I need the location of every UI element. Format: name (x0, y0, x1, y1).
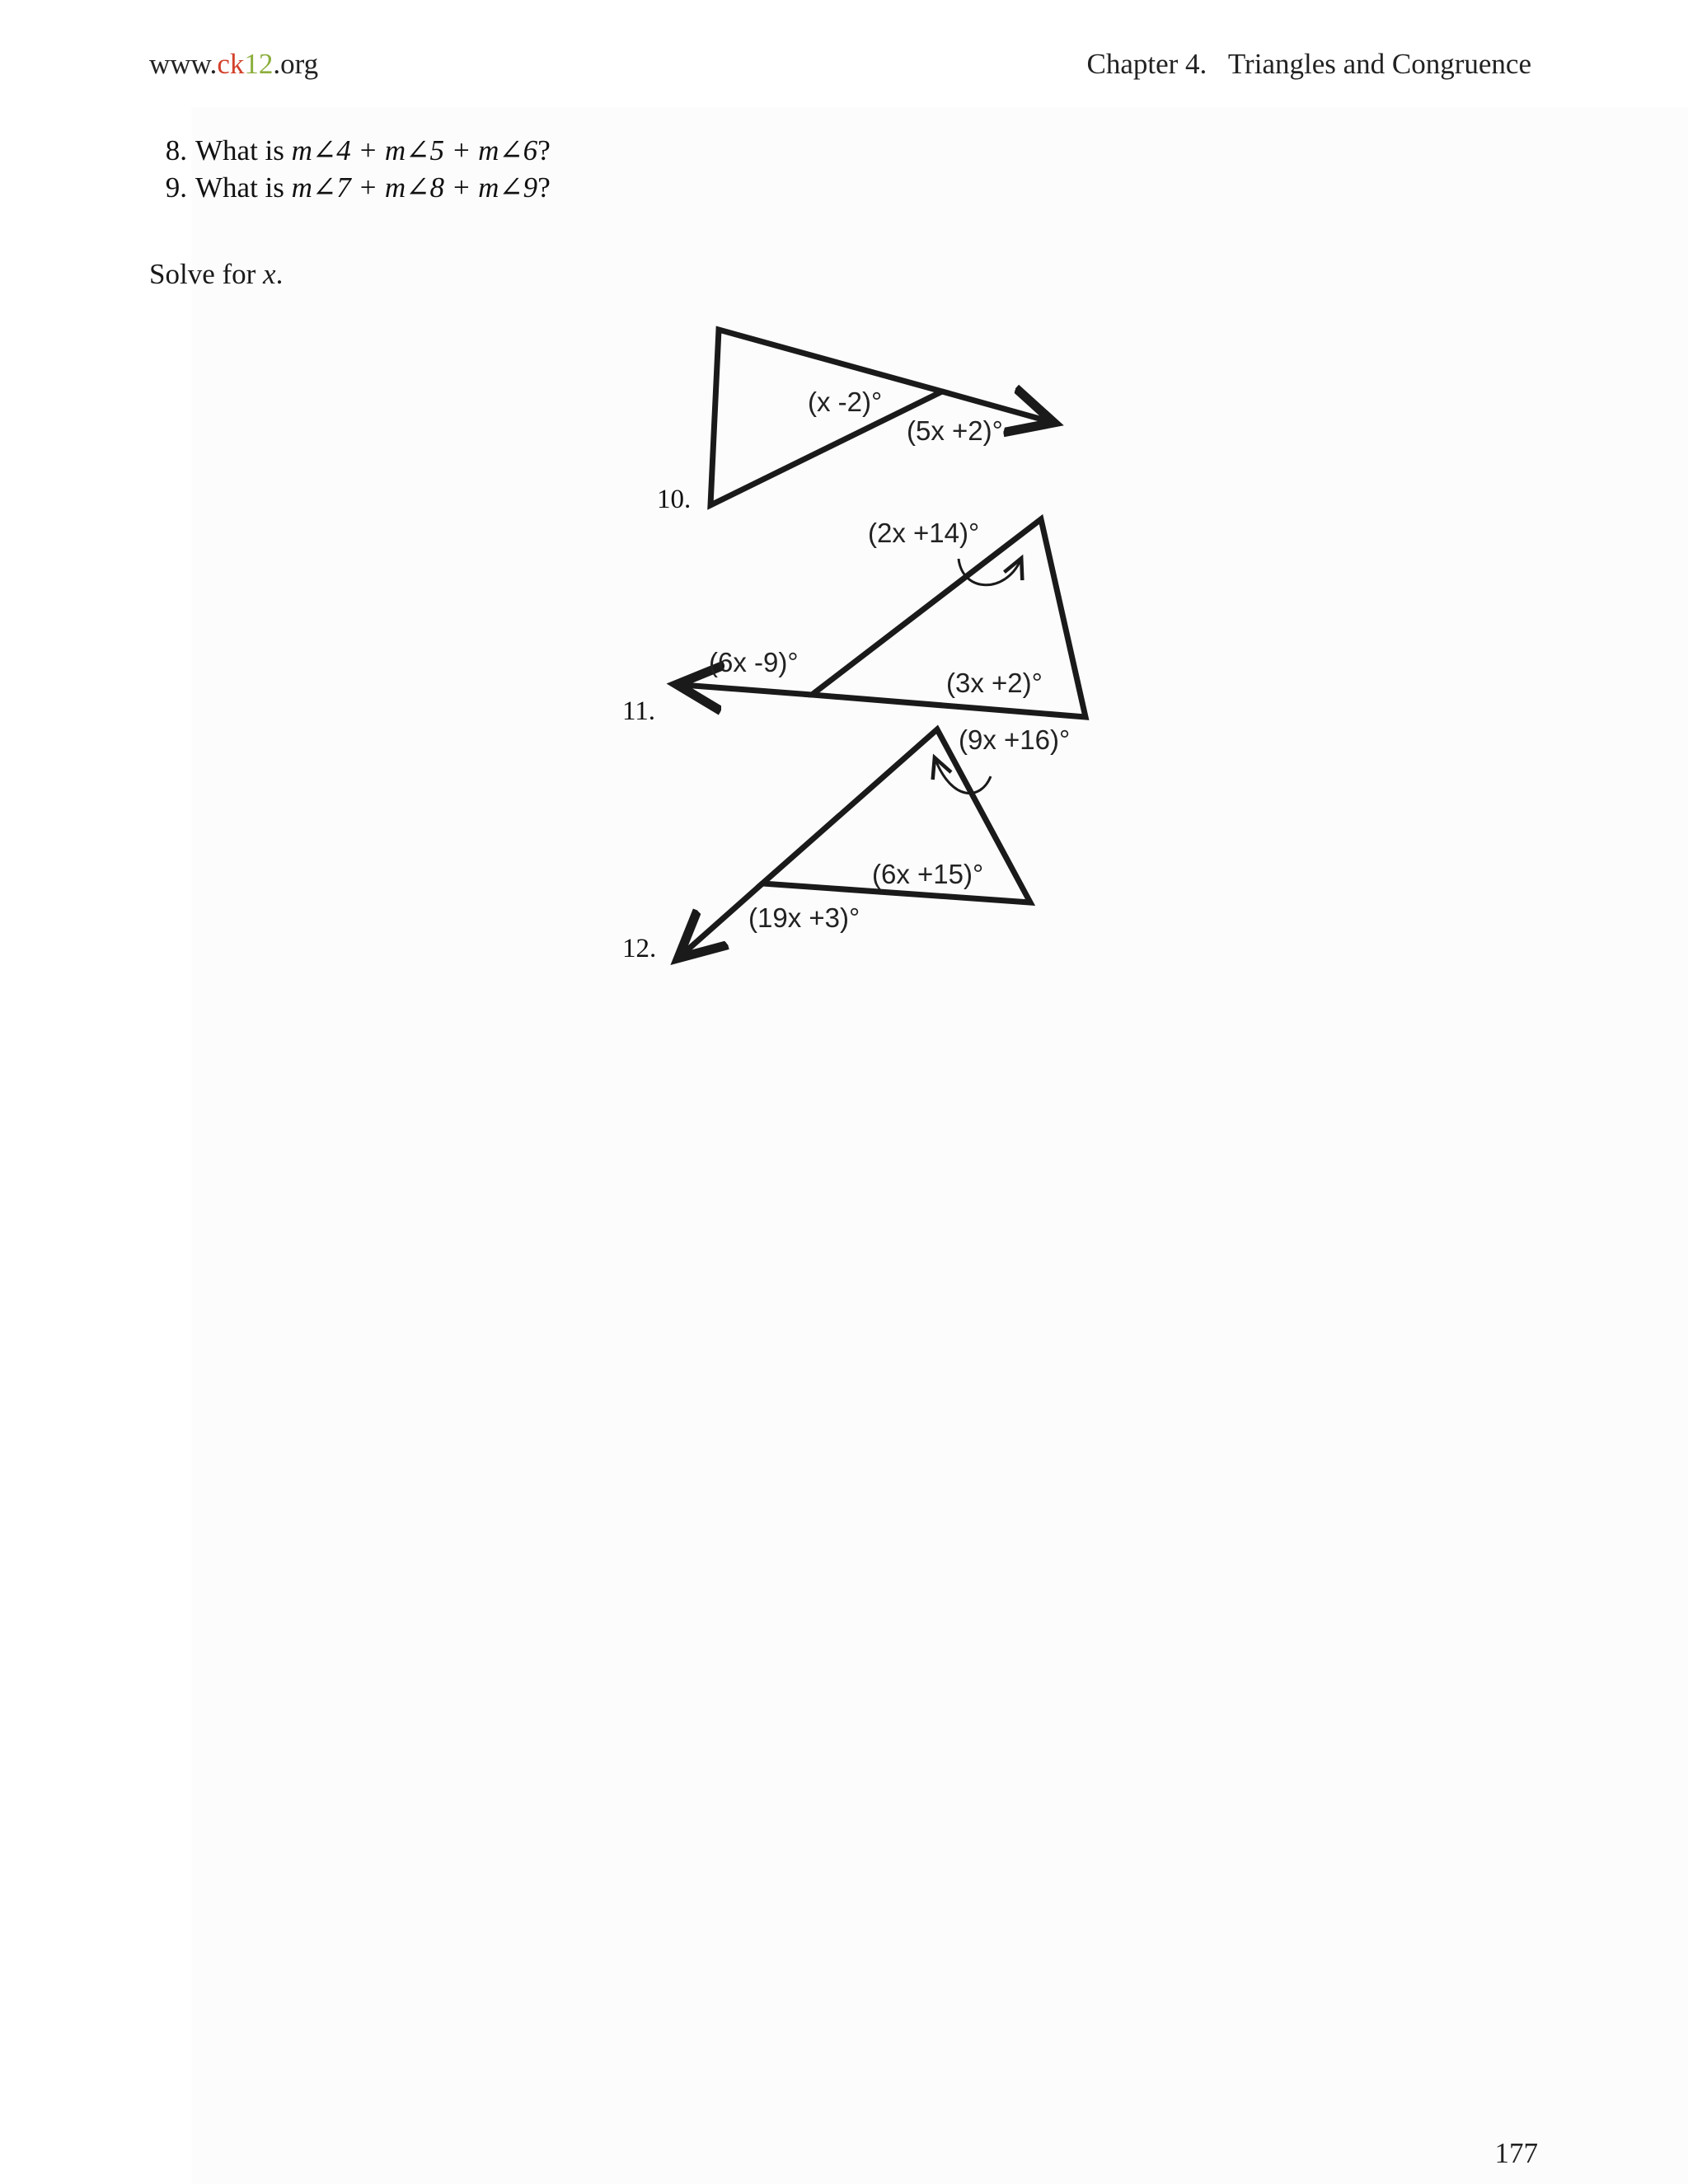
site-url-ck: ck (217, 48, 245, 80)
question-number: 8. (165, 134, 187, 166)
chapter-title: Chapter 4. Triangles and Congruence (1086, 48, 1531, 80)
ray-11 (682, 685, 812, 695)
problem-10-number: 10. (657, 485, 692, 514)
angle-label-11-right: (3x +2)° (946, 668, 1043, 698)
angle-label-11-exterior: (6x -9)° (709, 647, 799, 677)
angle-label-12-top: (9x +16)° (959, 724, 1071, 755)
question-expression: m∠4 + m∠5 + m∠6 (291, 134, 538, 166)
angle-label-10-interior: (x -2)° (808, 387, 883, 417)
angle-label-11-top: (2x +14)° (868, 518, 980, 548)
question-text: What is (195, 134, 292, 166)
page-number: 177 (1494, 2137, 1538, 2169)
question-suffix: ? (537, 134, 551, 166)
site-url-12: 12 (244, 48, 274, 80)
problem-12-figure (682, 724, 1070, 954)
question-text: What is (195, 171, 292, 204)
problem-10-figure (710, 330, 1048, 505)
problem-11-number: 11. (622, 696, 656, 726)
site-url-suffix: .org (273, 48, 319, 80)
question-suffix: ? (537, 171, 551, 204)
angle-label-12-exterior: (19x +3)° (748, 902, 860, 933)
problem-12-number: 12. (622, 934, 657, 963)
site-url-prefix: www. (149, 48, 218, 80)
question-number: 9. (165, 171, 187, 204)
angle-label-10-exterior: (5x +2)° (907, 415, 1003, 446)
instruction-end: . (275, 258, 284, 290)
problem-11-figure (682, 518, 1085, 717)
question-expression: m∠7 + m∠8 + m∠9 (291, 171, 538, 204)
instruction-variable: x (263, 258, 276, 290)
instruction-text: Solve for (149, 258, 264, 290)
angle-label-12-interior: (6x +15)° (872, 859, 984, 889)
